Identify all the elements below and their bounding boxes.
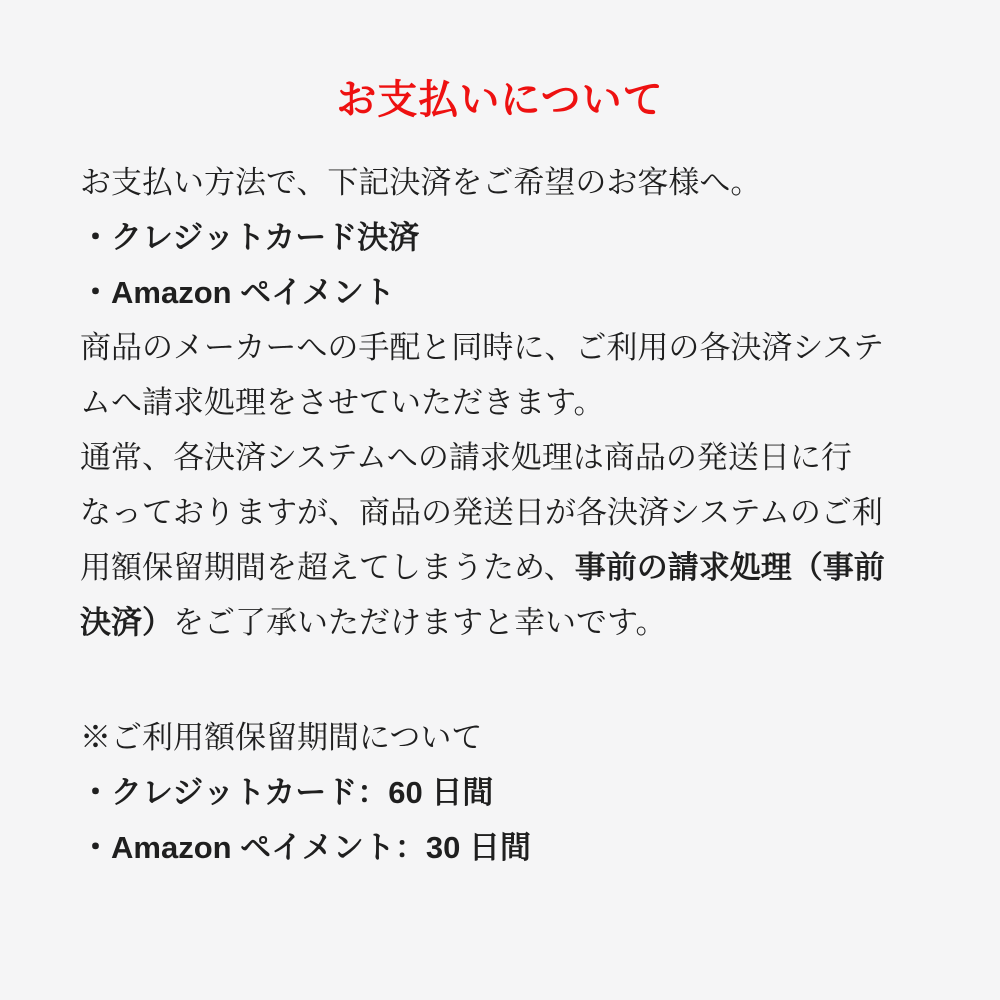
body-line-9 [80,595,940,650]
note-line-1 [80,710,940,765]
text-segment: お支払い方法で、下記決済をご希望のお客様へ。 [80,165,762,200]
body-line-3 [80,265,940,320]
body-line-4 [80,320,940,375]
notice-content [80,155,940,875]
body-line-7 [80,485,940,540]
text-segment: なっておりますが、商品の発送日が各決済システムのご利 [80,495,883,530]
text-segment: 用額保留期間を超えてしまうため、 [80,550,575,585]
text-segment: ムへ請求処理をさせていただきます。 [80,385,605,420]
text-segment: をご了承いただけますと幸いです。 [173,605,667,640]
text-segment: ※ご利用額保留期間について [80,720,483,755]
text-segment: ・クレジットカード決済 [80,220,420,255]
text-segment: 通常、各決済システムへの請求処理は商品の発送日に行 [80,440,852,475]
text-segment: 決済） [80,605,173,640]
text-segment: 商品のメーカーへの手配と同時に、ご利用の各決済システ [80,330,884,365]
text-segment: 事前の請求処理（事前 [574,550,885,585]
body-line-5 [80,375,940,430]
body-line-2 [80,210,940,265]
text-segment: ・Amazon ペイメント [80,275,395,310]
body-line-6 [80,430,940,485]
body-line-1 [80,155,940,210]
section-gap [80,650,940,710]
body-line-8 [80,540,940,595]
text-segment: ・クレジットカード：60 日間 [80,775,494,810]
page-title: お支払いについて [336,78,664,122]
text-segment: ・Amazon ペイメント：30 日間 [80,830,531,865]
note-line-2 [80,765,940,820]
note-line-3 [80,820,940,875]
